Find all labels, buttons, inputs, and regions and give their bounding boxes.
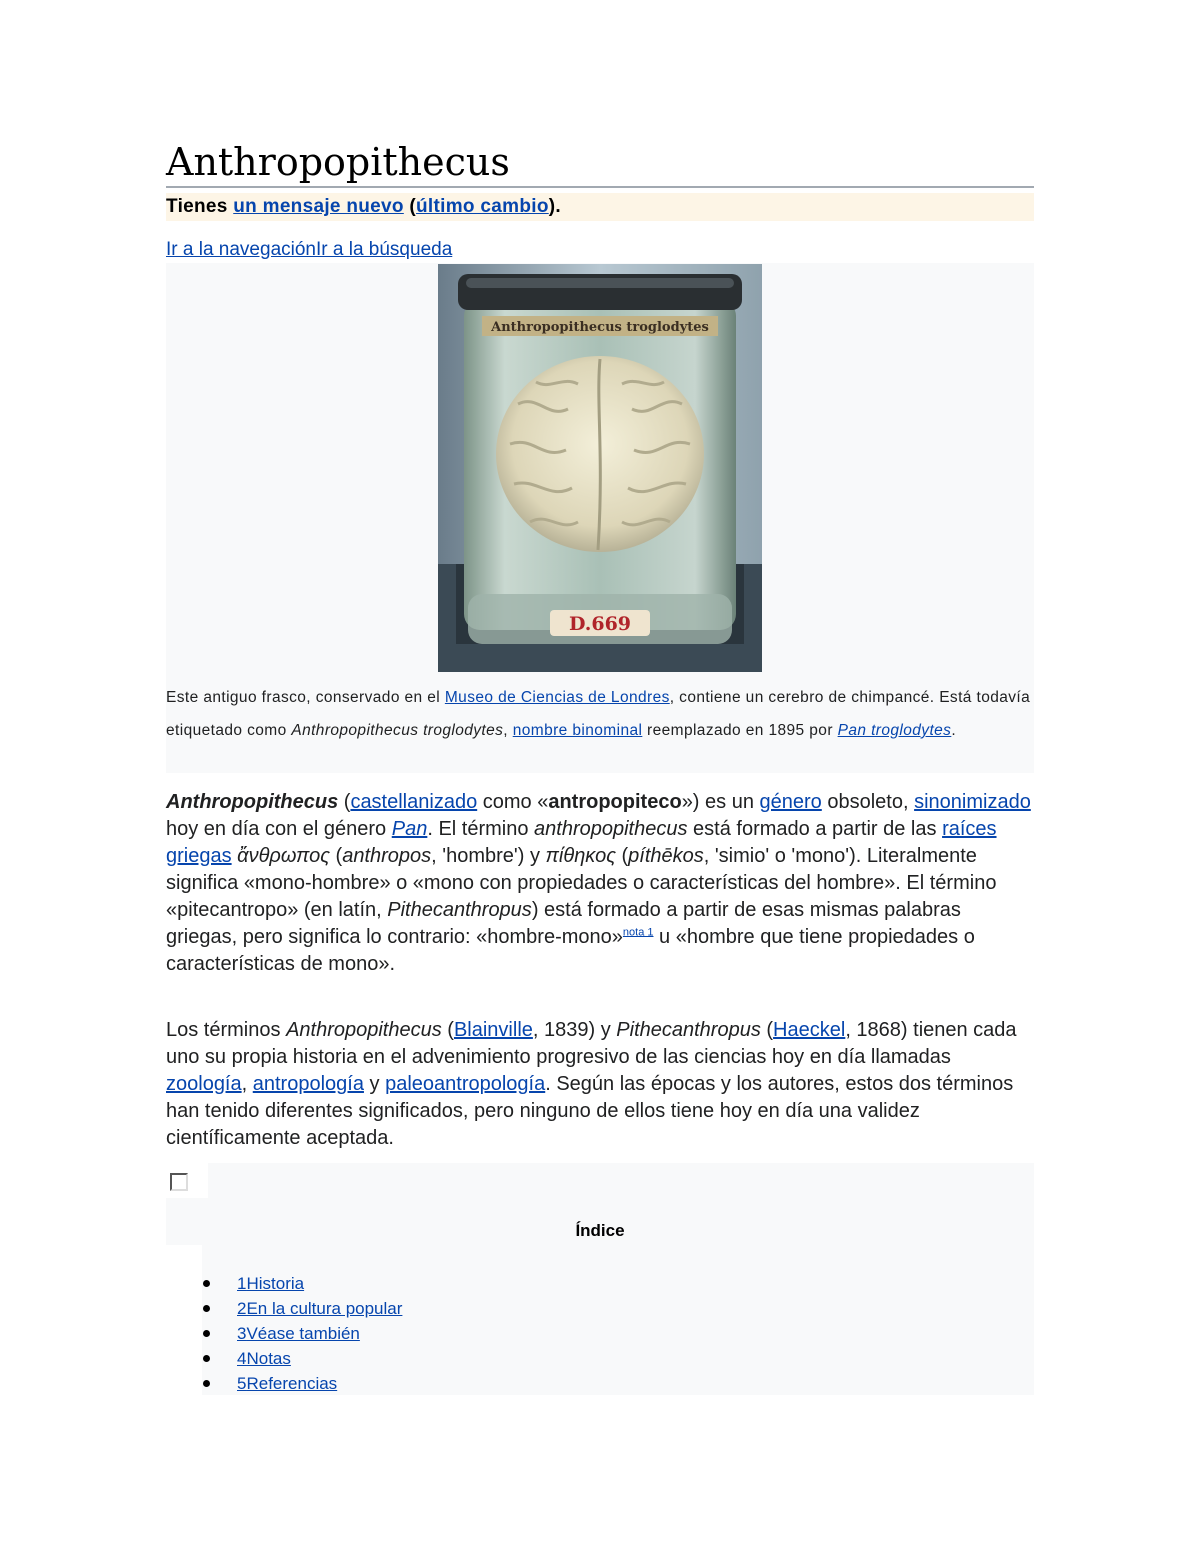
toc-item xyxy=(202,1321,402,1346)
castellanizado-link[interactable]: castellanizado xyxy=(350,791,478,813)
jar-label-text: Anthropopithecus troglodytes xyxy=(491,320,709,335)
antropologia-link[interactable]: antropología xyxy=(252,1073,364,1095)
text: ( xyxy=(441,1019,454,1041)
italic: Pithecanthropus xyxy=(616,1019,761,1041)
caption-text: . xyxy=(951,722,957,739)
message-mid: ( xyxy=(403,196,417,217)
toc-item xyxy=(202,1296,402,1321)
text: como « xyxy=(477,791,549,813)
toc-label: En la cultura popular xyxy=(246,1299,403,1318)
text: , 1839) y xyxy=(532,1019,617,1041)
text: ( xyxy=(760,1019,774,1041)
toc-link-vease-tambien[interactable] xyxy=(237,1324,360,1343)
pan-troglodytes-link[interactable] xyxy=(838,722,952,739)
griegas-link[interactable]: griegas xyxy=(166,845,232,867)
italic: Anthropopithecus xyxy=(286,1019,442,1041)
text: y xyxy=(363,1073,386,1095)
italic: Pithecanthropus xyxy=(387,899,532,921)
pan-link[interactable] xyxy=(392,818,428,840)
text: , 'hombre') y xyxy=(431,845,546,867)
pan-troglodytes-text: Pan troglodytes xyxy=(837,722,952,739)
caption-text: , contiene un cerebro de chimpancé. Está todavía etiquetado como xyxy=(166,689,1031,739)
toc-toggle-checkbox[interactable] xyxy=(170,1173,188,1191)
text: , 1868) tienen cada uno su propia historia en el advenimiento progresivo de las ciencias hoy en día llamadas xyxy=(166,1019,1017,1068)
toc-label: Notas xyxy=(246,1349,291,1368)
toc-item xyxy=(202,1346,402,1371)
text: . El término xyxy=(427,818,535,840)
text: ) está formado a partir de esas mismas palabras griegas, pero significa lo contrario: «hombre-mono» xyxy=(166,899,961,948)
raices-link[interactable]: raíces xyxy=(942,818,997,840)
toc-number: 1 xyxy=(237,1274,247,1293)
text: , xyxy=(241,1073,253,1095)
text: . Según las épocas y los autores, estos dos términos han tenido diferentes significados, pero ninguno de ellos tiene hoy en día una validez científicamente aceptada. xyxy=(166,1073,1014,1149)
caption-text: Este antiguo frasco, conservado en el xyxy=(166,689,445,706)
sinonimizado-link[interactable]: sinonimizado xyxy=(914,791,1031,813)
term-bold: antropopiteco xyxy=(548,791,682,813)
caption-text: , xyxy=(503,722,513,739)
toc-list xyxy=(202,1271,402,1396)
toc-link-historia[interactable] xyxy=(237,1274,304,1293)
toc-toggle-area xyxy=(166,1163,208,1198)
binominal-name-link[interactable]: nombre binominal xyxy=(512,722,643,739)
toc-link-notas[interactable] xyxy=(237,1349,291,1368)
new-message-bar xyxy=(166,193,1034,221)
caption-italic: Anthropopithecus troglodytes xyxy=(291,722,504,739)
last-change-link[interactable]: último cambio xyxy=(416,196,549,217)
jar-tag-text: D.669 xyxy=(568,613,632,635)
italic: ἄνθρωπος xyxy=(237,845,330,867)
intro-paragraph xyxy=(166,789,1034,978)
infobox-image xyxy=(166,263,1034,773)
terms-paragraph xyxy=(166,1017,1034,1152)
toc-label: Referencias xyxy=(246,1374,338,1393)
italic: píthēkos xyxy=(628,845,704,867)
text: hoy en día con el género xyxy=(166,818,392,840)
blainville-link[interactable]: Blainville xyxy=(453,1019,533,1041)
note-1-link[interactable]: nota 1 xyxy=(622,926,654,939)
text: u «hombre que tiene propiedades o características de mono». xyxy=(166,926,975,975)
toc-number: 4 xyxy=(237,1349,247,1368)
table-of-contents xyxy=(166,1163,1034,1395)
text: ( xyxy=(338,791,351,813)
italic: anthropopithecus xyxy=(534,818,688,840)
message-suffix: ). xyxy=(548,196,561,217)
skip-to-search-link[interactable]: Ir a la búsqueda xyxy=(316,239,453,260)
italic: πίθηκος xyxy=(545,845,616,867)
message-prefix: Tienes xyxy=(166,196,234,217)
haeckel-link[interactable]: Haeckel xyxy=(773,1019,846,1041)
caption-text: reemplazado en 1895 por xyxy=(642,722,838,739)
toc-number: 2 xyxy=(237,1299,247,1318)
text: está formado a partir de las xyxy=(687,818,943,840)
toc-margin xyxy=(166,1245,202,1395)
toc-label: Historia xyxy=(246,1274,305,1293)
toc-item xyxy=(202,1371,402,1396)
skip-to-navigation-link[interactable]: Ir a la navegación xyxy=(166,239,316,260)
new-message-link[interactable]: un mensaje nuevo xyxy=(233,196,404,217)
toc-link-cultura-popular[interactable] xyxy=(237,1299,402,1318)
zoologia-link[interactable]: zoología xyxy=(166,1073,242,1095)
text: obsoleto, xyxy=(821,791,915,813)
toc-number: 5 xyxy=(237,1374,247,1393)
pan-text: Pan xyxy=(391,818,428,840)
term-bold: Anthropopithecus xyxy=(166,791,339,813)
toc-label: Véase también xyxy=(246,1324,360,1343)
text: , 'simio' o 'mono'). Literalmente significa «mono-hombre» o «mono con propiedades o características del hombre». El término «pitecantropo» (en latín, xyxy=(166,845,997,921)
text: ( xyxy=(329,845,343,867)
text: ») es un xyxy=(681,791,760,813)
italic: anthropos xyxy=(342,845,432,867)
page-title: Anthropopithecus xyxy=(166,138,1034,188)
text: ( xyxy=(615,845,629,867)
skip-links xyxy=(166,236,452,264)
toc-number: 3 xyxy=(237,1324,247,1343)
museum-link[interactable]: Museo de Ciencias de Londres xyxy=(444,689,670,706)
image-caption xyxy=(166,681,1034,747)
brain-jar-image[interactable] xyxy=(438,264,762,672)
toc-item xyxy=(202,1271,402,1296)
text: Los términos xyxy=(166,1019,287,1041)
paleoantropologia-link[interactable]: paleoantropología xyxy=(385,1073,546,1095)
toc-title: Índice xyxy=(575,1221,625,1240)
toc-link-referencias[interactable] xyxy=(237,1374,337,1393)
genero-link[interactable]: género xyxy=(759,791,822,813)
